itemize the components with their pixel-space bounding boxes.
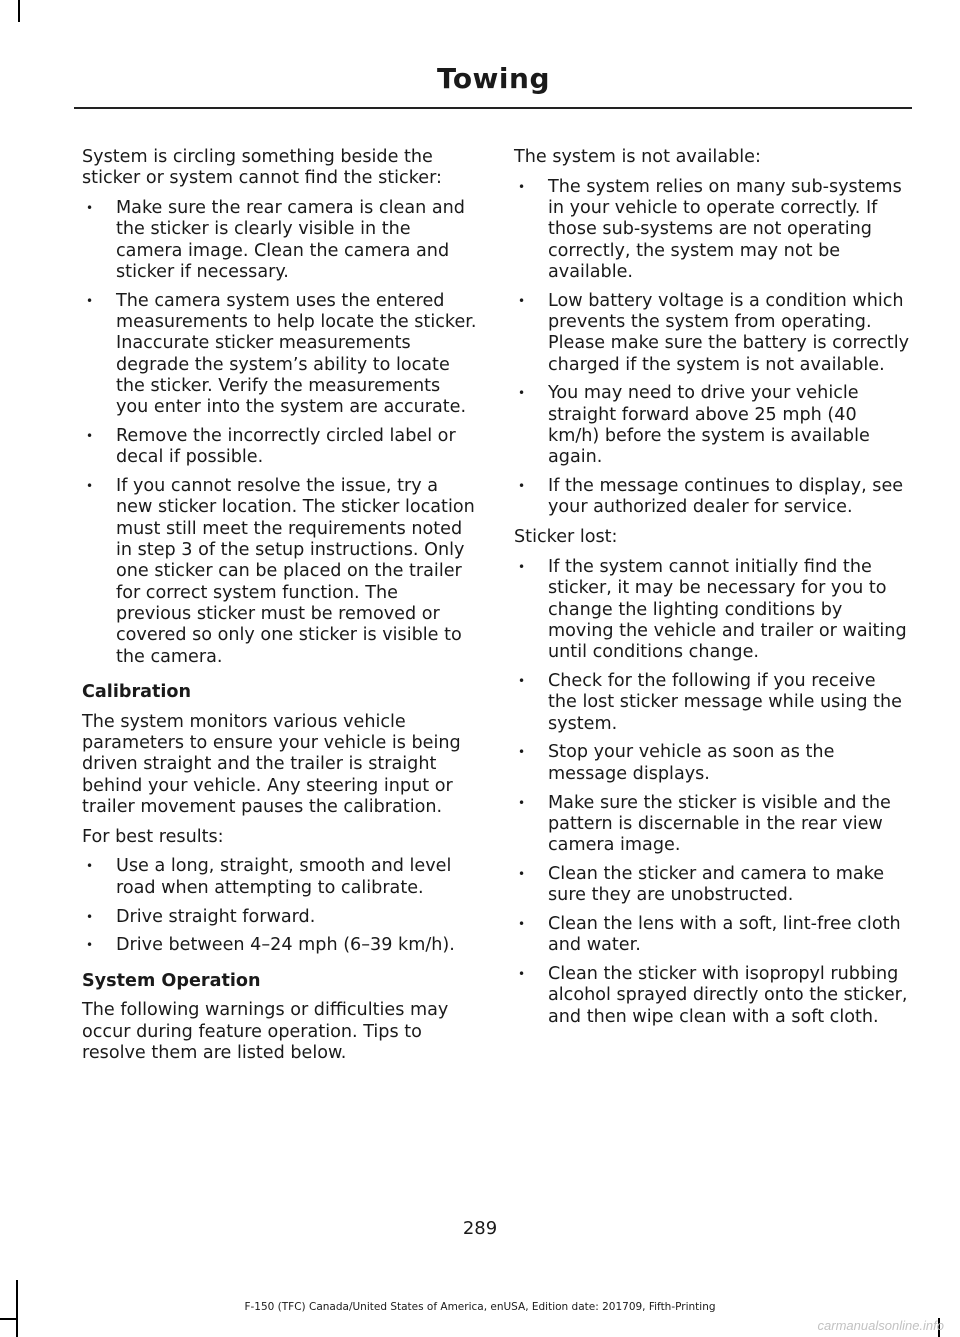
best-results-list: [82, 856, 477, 956]
list-item: • Low battery voltage is a condition which prevents the system from operating. Please make sure the battery is correctly charged if the system is not available.: [514, 291, 909, 376]
calibration-heading: Calibration: [82, 681, 192, 702]
system-operation-paragraph: The following warnings or difficulties may occur during feature operation. Tips to resolve them are listed below.: [82, 1000, 449, 1063]
page-number: 289: [462, 1218, 498, 1239]
list-item: • Clean the sticker and camera to make sure they are unobstructed.: [514, 864, 909, 907]
list-item: • Clean the lens with a soft, lint-free cloth and water.: [514, 914, 909, 957]
list-item: • If the message continues to display, see your authorized dealer for service.: [514, 476, 909, 519]
list-item: • The system relies on many sub-systems in your vehicle to operate correctly. If those sub-systems are not operating correctly, the system may not be available.: [514, 177, 909, 283]
list-item: • Stop your vehicle as soon as the message displays.: [514, 742, 909, 785]
list-item: • Make sure the sticker is visible and the pattern is discernable in the rear view camera image.: [514, 793, 909, 857]
list-item: • Drive between 4–24 mph (6–39 km/h).: [82, 935, 477, 956]
intro-paragraph: System is circling something beside the sticker or system cannot find the sticker:: [82, 147, 442, 189]
list-item: • Use a long, straight, smooth and level road when attempting to calibrate.: [82, 856, 477, 899]
calibration-paragraph: The system monitors various vehicle parameters to ensure your vehicle is being driven straight and the trailer is straight behind your vehicle. Any steering input or trailer movement pauses the calibration.: [82, 711, 461, 817]
header-divider: [74, 107, 912, 109]
list-item: • If the system cannot initially find the sticker, it may be necessary for you to change the lighting conditions by moving the vehicle and trailer or waiting until conditions change.: [514, 557, 909, 663]
page-title: Towing: [436, 62, 550, 95]
left-column: [82, 147, 477, 1073]
intro-bullet-list: [82, 198, 477, 668]
list-item: • Remove the incorrectly circled label or decal if possible.: [82, 426, 477, 469]
edition-footer: F-150 (TFC) Canada/United States of America, enUSA, Edition date: 201709, Fifth-Printing: [244, 1301, 716, 1313]
sticker-lost-list: [514, 557, 909, 1028]
list-item: • Drive straight forward.: [82, 907, 477, 928]
list-item: • The camera system uses the entered measurements to help locate the sticker. Inaccurate sticker measurements degrade the system’s ability to locate the sticker. Verify the measurements you enter into the system are accurate.: [82, 291, 477, 419]
best-results-label: For best results:: [82, 826, 224, 847]
system-operation-heading: System Operation: [82, 970, 261, 991]
list-item: • Clean the sticker with isopropyl rubbing alcohol sprayed directly onto the sticker, and then wipe clean with a soft cloth.: [514, 964, 909, 1028]
list-item: • Make sure the rear camera is clean and the sticker is clearly visible in the camera image. Clean the camera and sticker if necessary.: [82, 198, 477, 283]
not-available-label: The system is not available:: [514, 147, 761, 167]
crop-mark-top-left: [18, 0, 20, 22]
crop-mark-bottom-left-h: [0, 1318, 18, 1320]
watermark: carmanualsonline.info: [817, 1318, 944, 1333]
sticker-lost-label: Sticker lost:: [514, 527, 618, 548]
list-item: • If you cannot resolve the issue, try a new sticker location. The sticker location must still meet the requirements noted in step 3 of the setup instructions. Only one sticker can be placed on the trailer for correct system function. The previous sticker must be removed or covered so only one sticker is visible to the camera.: [82, 476, 477, 668]
list-item: • Check for the following if you receive the lost sticker message while using the system.: [514, 671, 909, 735]
list-item: • You may need to drive your vehicle straight forward above 25 mph (40 km/h) before the system is available again.: [514, 383, 909, 468]
right-column: [514, 147, 909, 1036]
not-available-list: [514, 177, 909, 519]
